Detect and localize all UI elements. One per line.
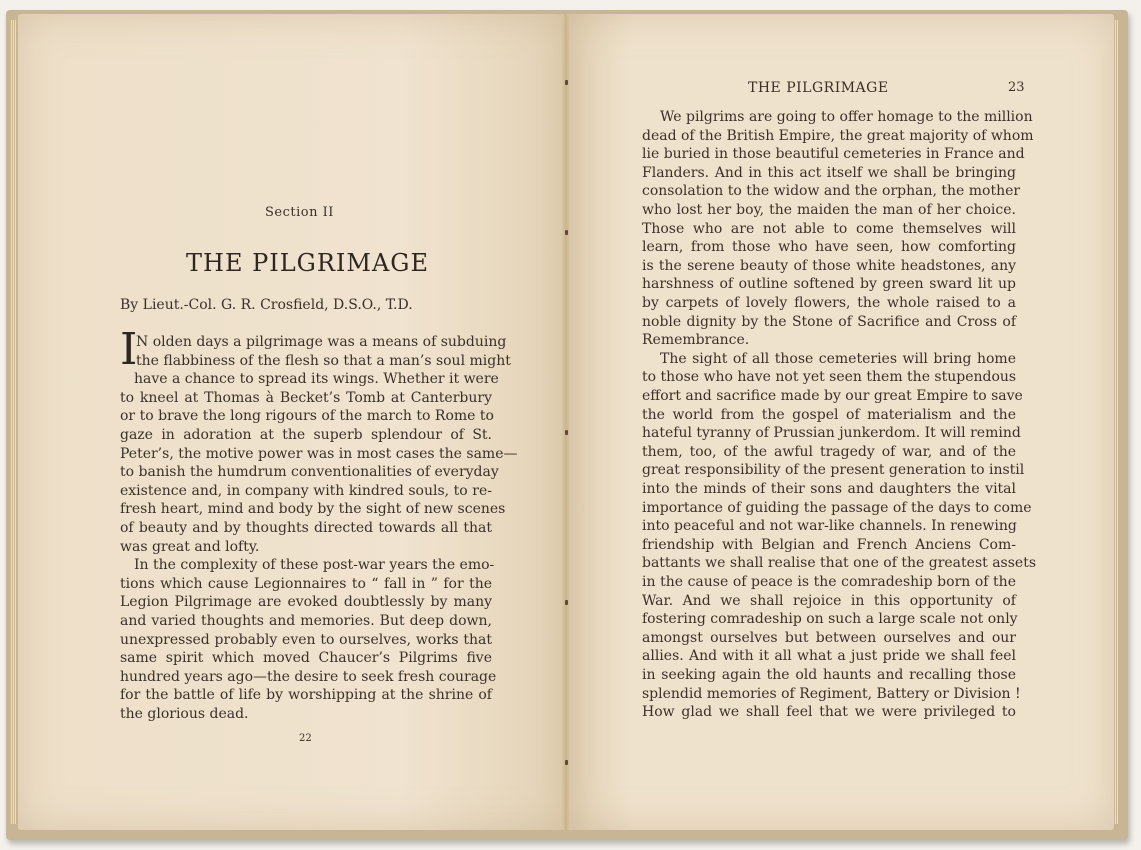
book-gutter xyxy=(562,14,570,830)
binding-stitch xyxy=(565,760,568,765)
text-line: battants we shall realise that one of the greatest assets xyxy=(642,555,1037,572)
text-line: noble dignity by the Stone of Sacrifice and Cross of xyxy=(642,313,1016,330)
text-line: amongst ourselves but between ourselves and our xyxy=(642,629,1016,646)
text-line: Legion Pilgrimage are evoked doubtlessly by many xyxy=(120,594,492,611)
text-line: in the cause of peace is the comradeship born of the xyxy=(642,574,1016,590)
text-line: dead of the British Empire, the great majority of whom xyxy=(642,127,1034,144)
text-line: War. And we shall rejoice in this opportunity of xyxy=(642,592,1016,609)
page-number-left: 22 xyxy=(299,733,312,744)
text-line: great responsibility of the present generation to instil xyxy=(642,462,1025,479)
text-line: into the minds of their sons and daughters the vital xyxy=(642,481,1016,497)
page-edges-left xyxy=(10,20,16,824)
text-line: fresh heart, mind and body by the sight of new scenes xyxy=(120,501,506,518)
drop-cap: I xyxy=(120,324,138,375)
text-line: lie buried in those beautiful cemeteries in France and xyxy=(642,146,1025,163)
text-line: them, too, of the awful tragedy of war, and of the xyxy=(642,443,1016,460)
section-label: Section II xyxy=(265,205,334,220)
text-line: of beauty and by thoughts directed towards all that xyxy=(120,520,492,536)
text-line: for the battle of life by worshipping at the shrine of xyxy=(120,687,492,704)
binding-stitch xyxy=(565,600,568,605)
text-line: in seeking again the old haunts and recalling those xyxy=(642,667,1016,683)
text-line: Peter’s, the motive power was in most cases the same— xyxy=(120,445,518,462)
text-line: gaze in adoration at the superb splendour of St. xyxy=(120,427,492,443)
text-line: to those who have not yet seen them the stupendous xyxy=(642,369,1017,386)
text-line: to kneel at Thomas à Becket’s Tomb at Canterbury xyxy=(120,389,492,406)
text-line: The sight of all those cemeteries will bring home xyxy=(660,350,1016,367)
text-line: same spirit which moved Chaucer’s Pilgrims five xyxy=(120,650,492,667)
text-line: Flanders. And in this act itself we shall be bringing xyxy=(642,164,1016,181)
text-line: hateful tyranny of Prussian junkerdom. It will remind xyxy=(642,425,1021,442)
text-line: Those who are not able to come themselves will xyxy=(642,220,1016,237)
text-line: who lost her boy, the maiden the man of her choice. xyxy=(642,202,1016,218)
binding-stitch xyxy=(565,230,568,235)
text-line: In the complexity of these post-war years the emo- xyxy=(134,557,495,574)
author-byline: By Lieut.-Col. G. R. Crosfield, D.S.O., T.D. xyxy=(120,297,413,313)
text-line: have a chance to spread its wings. Whether it were xyxy=(134,371,499,388)
running-head: THE PILGRIMAGE xyxy=(748,80,889,96)
text-line: consolation to the widow and the orphan, the mother xyxy=(642,183,1021,200)
text-line: the flabbiness of the flesh so that a man’s soul might xyxy=(136,352,511,369)
text-line: existence and, in company with kindred souls, to re- xyxy=(120,482,492,499)
text-line: or to brave the long rigours of the march to Rome to xyxy=(120,408,494,425)
text-line: splendid memories of Regiment, Battery or Division ! xyxy=(642,685,1021,702)
text-line: the glorious dead. xyxy=(120,706,249,722)
text-line: hundred years ago—the desire to seek fresh courage xyxy=(120,668,497,685)
text-line: Remembrance. xyxy=(642,332,750,349)
text-line: How glad we shall feel that we were privileged to xyxy=(642,704,1016,721)
text-line: friendship with Belgian and French Anciens Com- xyxy=(642,536,1016,553)
text-line: effort and sacrifice made by our great Empire to save xyxy=(642,388,1023,404)
text-line: the world from the gospel of materialism and the xyxy=(642,406,1016,423)
binding-stitch xyxy=(565,80,568,85)
chapter-title: THE PILGRIMAGE xyxy=(186,249,429,277)
text-line: unexpressed probably even to ourselves, works that xyxy=(120,631,492,648)
text-line: importance of guiding the passage of the days to come xyxy=(642,499,1032,516)
text-line: harshness of outline softened by green sward lit up xyxy=(642,276,1016,293)
text-line: We pilgrims are going to offer homage to the million xyxy=(660,109,1033,125)
text-line: to banish the humdrum conventionalities of everyday xyxy=(120,464,499,481)
text-line: was great and lofty. xyxy=(120,538,260,555)
text-line: fostering comradeship on such a large scale not only xyxy=(642,611,1018,628)
text-line: allies. And with it all what a just pride we shall feel xyxy=(642,648,1016,665)
text-line: tions which cause Legionnaires to “ fall in ” for the xyxy=(120,575,492,592)
text-line: N olden days a pilgrimage was a means of subduing xyxy=(136,334,507,350)
text-line: by carpets of lovely flowers, the whole raised to a xyxy=(642,295,1016,311)
text-line: learn, from those who have seen, how comforting xyxy=(642,239,1016,256)
text-line: and varied thoughts and memories. But deep down, xyxy=(120,613,492,629)
text-line: is the serene beauty of those white headstones, any xyxy=(642,257,1016,274)
text-line: into peaceful and not war-like channels. In renewing xyxy=(642,518,1017,535)
binding-stitch xyxy=(565,430,568,435)
page-number-right: 23 xyxy=(1008,80,1025,95)
